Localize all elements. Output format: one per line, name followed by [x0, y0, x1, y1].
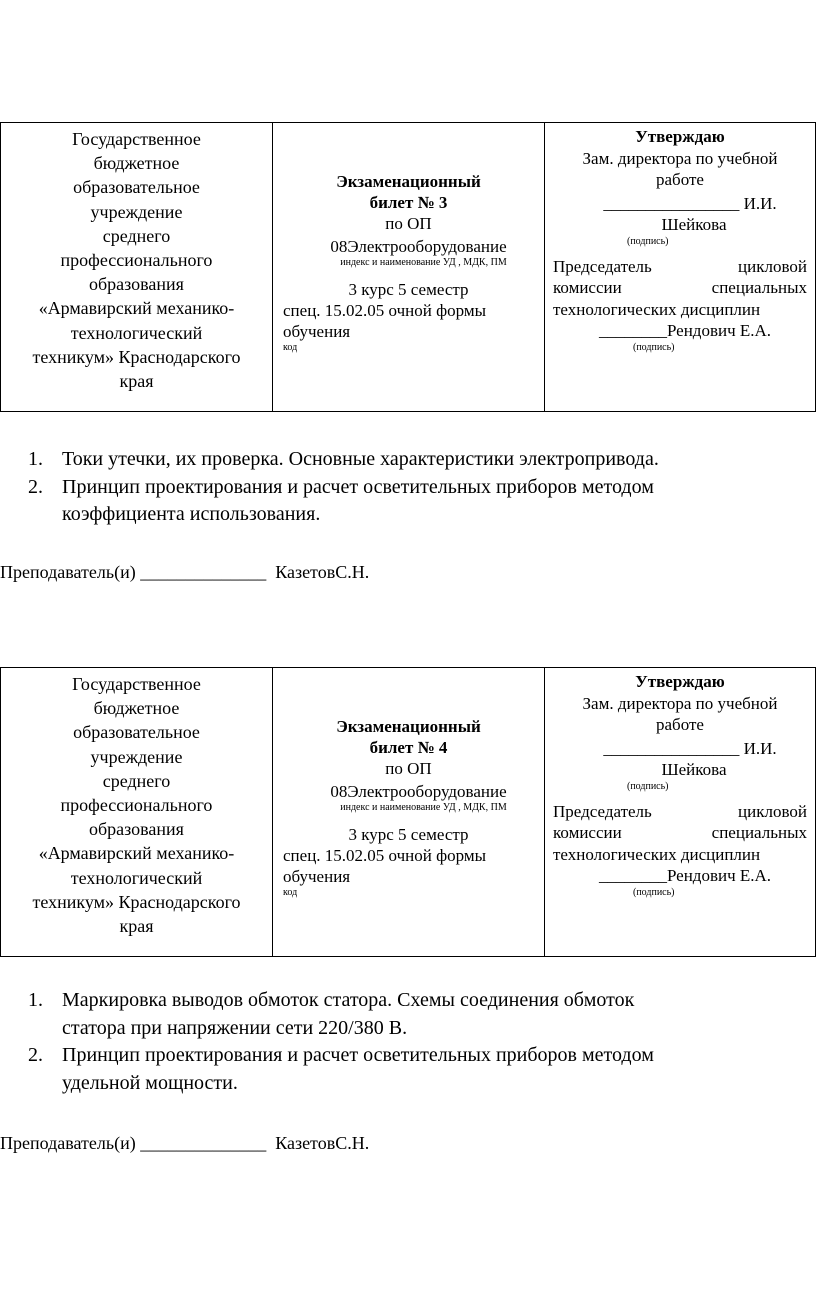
study-form: обучения: [283, 867, 351, 886]
chair-signature-line: ________Рендович Е.А.: [598, 321, 772, 340]
chair-line: [553, 822, 807, 844]
subject-prefix: по ОП: [385, 214, 432, 233]
chair-line: [553, 801, 807, 823]
institution-line: бюджетное: [93, 153, 180, 174]
institution-line: среднего: [102, 770, 171, 791]
question-text-line: Токи утечки, их проверка. Основные характеристики электропривода.: [62, 448, 659, 470]
specialty: спец. 15.02.05 очной формы: [283, 846, 487, 865]
question-number: 2.: [28, 475, 43, 498]
signature-caption: (подпись): [627, 780, 669, 792]
institution-line: образования: [89, 274, 184, 295]
question-text-line: Принцип проектирования и расчет осветительных приборов методом: [62, 1044, 654, 1066]
ticket-header-table: [0, 667, 816, 957]
institution-line: образовательное: [73, 722, 200, 743]
deputy-line: работе: [656, 715, 704, 734]
subject-name: 08Электрооборудование: [330, 782, 507, 801]
question-text-line: удельной мощности.: [62, 1071, 238, 1094]
subject-name: 08Электрооборудование: [330, 237, 507, 256]
institution-line: образования: [89, 819, 184, 840]
question-item: [0, 446, 816, 474]
institution-line: Государственное: [72, 129, 201, 149]
subject-caption: индекс и наименование УД , МДК, ПМ: [340, 257, 507, 268]
deputy-line: Зам. директора по учебной: [582, 693, 778, 713]
subject-caption: индекс и наименование УД , МДК, ПМ: [340, 802, 507, 813]
ticket-info-cell: [273, 668, 545, 956]
question-number: 1.: [28, 448, 43, 470]
institution-line: технологический: [70, 322, 203, 343]
code-caption: код: [283, 887, 298, 898]
chair-line: технологических дисциплин: [553, 844, 761, 864]
question-number: 2.: [28, 1044, 43, 1066]
deputy-line: Зам. директора по учебной: [582, 148, 778, 168]
study-form: обучения: [283, 322, 351, 341]
course: 3 курс 5 семестр: [348, 825, 469, 844]
chair-line: технологических дисциплин: [553, 299, 761, 319]
signature-caption: (подпись): [633, 341, 675, 353]
deputy-line: работе: [656, 170, 704, 189]
institution-line: образовательное: [73, 177, 200, 198]
institution-line: учреждение: [90, 201, 183, 222]
institution-line: Государственное: [72, 674, 201, 694]
chair-word: специальных: [711, 823, 807, 842]
chair-word: комиссии: [553, 823, 622, 842]
institution-line: «Армавирский механико-: [38, 298, 235, 319]
question-item: [0, 1042, 816, 1097]
chair-signature-line: ________Рендович Е.А.: [598, 866, 772, 885]
ticket-header-table: [0, 122, 816, 412]
chair-line: [553, 256, 807, 278]
chair-word: Председатель: [553, 256, 652, 276]
chair-word: комиссии: [553, 278, 622, 297]
institution-line: «Армавирский механико-: [38, 843, 235, 864]
question-list: [0, 987, 816, 1097]
question-text-line: статора при напряжении сети 220/380 В.: [62, 1016, 408, 1039]
institution-line: учреждение: [90, 746, 183, 767]
exam-title: Экзаменационный: [336, 717, 481, 736]
teacher-signature-line: Преподаватель(и) ______________ КазетовС.Н.: [0, 562, 370, 582]
question-list: [0, 446, 816, 529]
institution-cell: [1, 668, 273, 956]
ticket-number: билет № 4: [369, 738, 448, 757]
deputy-surname: Шейкова: [661, 760, 727, 779]
institution-line: техникум» Краснодарского: [32, 891, 241, 912]
institution-cell: [1, 123, 273, 411]
question-item: [0, 987, 816, 1042]
deputy-signature-line: ________________ И.И.: [603, 738, 777, 758]
chair-word: цикловой: [738, 256, 807, 276]
question-text-line: Маркировка выводов обмоток статора. Схемы соединения обмоток: [62, 989, 635, 1011]
chair-word: Председатель: [553, 801, 652, 821]
approve-label: Утверждаю: [635, 672, 725, 691]
institution-line: техникум» Краснодарского: [32, 346, 241, 367]
ticket-number: билет № 3: [369, 193, 448, 212]
question-number: 1.: [28, 989, 43, 1011]
chair-line: [553, 277, 807, 299]
institution-line: бюджетное: [93, 698, 180, 719]
institution-line: среднего: [102, 225, 171, 246]
institution-line: профессионального: [60, 250, 213, 271]
code-caption: код: [283, 342, 298, 353]
ticket-info-cell: [273, 123, 545, 411]
chair-word: цикловой: [738, 801, 807, 821]
subject-prefix: по ОП: [385, 759, 432, 778]
institution-line: края: [119, 916, 154, 937]
institution-line: профессионального: [60, 795, 213, 816]
teacher-signature-line: Преподаватель(и) ______________ КазетовС.Н.: [0, 1133, 370, 1153]
question-text-line: коэффициента использования.: [62, 503, 321, 525]
course: 3 курс 5 семестр: [348, 280, 469, 299]
approve-label: Утверждаю: [635, 127, 725, 146]
chair-word: специальных: [711, 278, 807, 297]
approval-cell: [545, 668, 815, 956]
signature-caption: (подпись): [627, 235, 669, 247]
signature-caption: (подпись): [633, 886, 675, 898]
institution-line: края: [119, 371, 154, 392]
specialty: спец. 15.02.05 очной формы: [283, 301, 487, 320]
question-item: [0, 474, 816, 529]
institution-line: технологический: [70, 867, 203, 888]
exam-title: Экзаменационный: [336, 172, 481, 191]
approval-cell: [545, 123, 815, 411]
deputy-signature-line: ________________ И.И.: [603, 193, 777, 213]
deputy-surname: Шейкова: [661, 215, 727, 234]
question-text-line: Принцип проектирования и расчет осветительных приборов методом: [62, 475, 654, 498]
